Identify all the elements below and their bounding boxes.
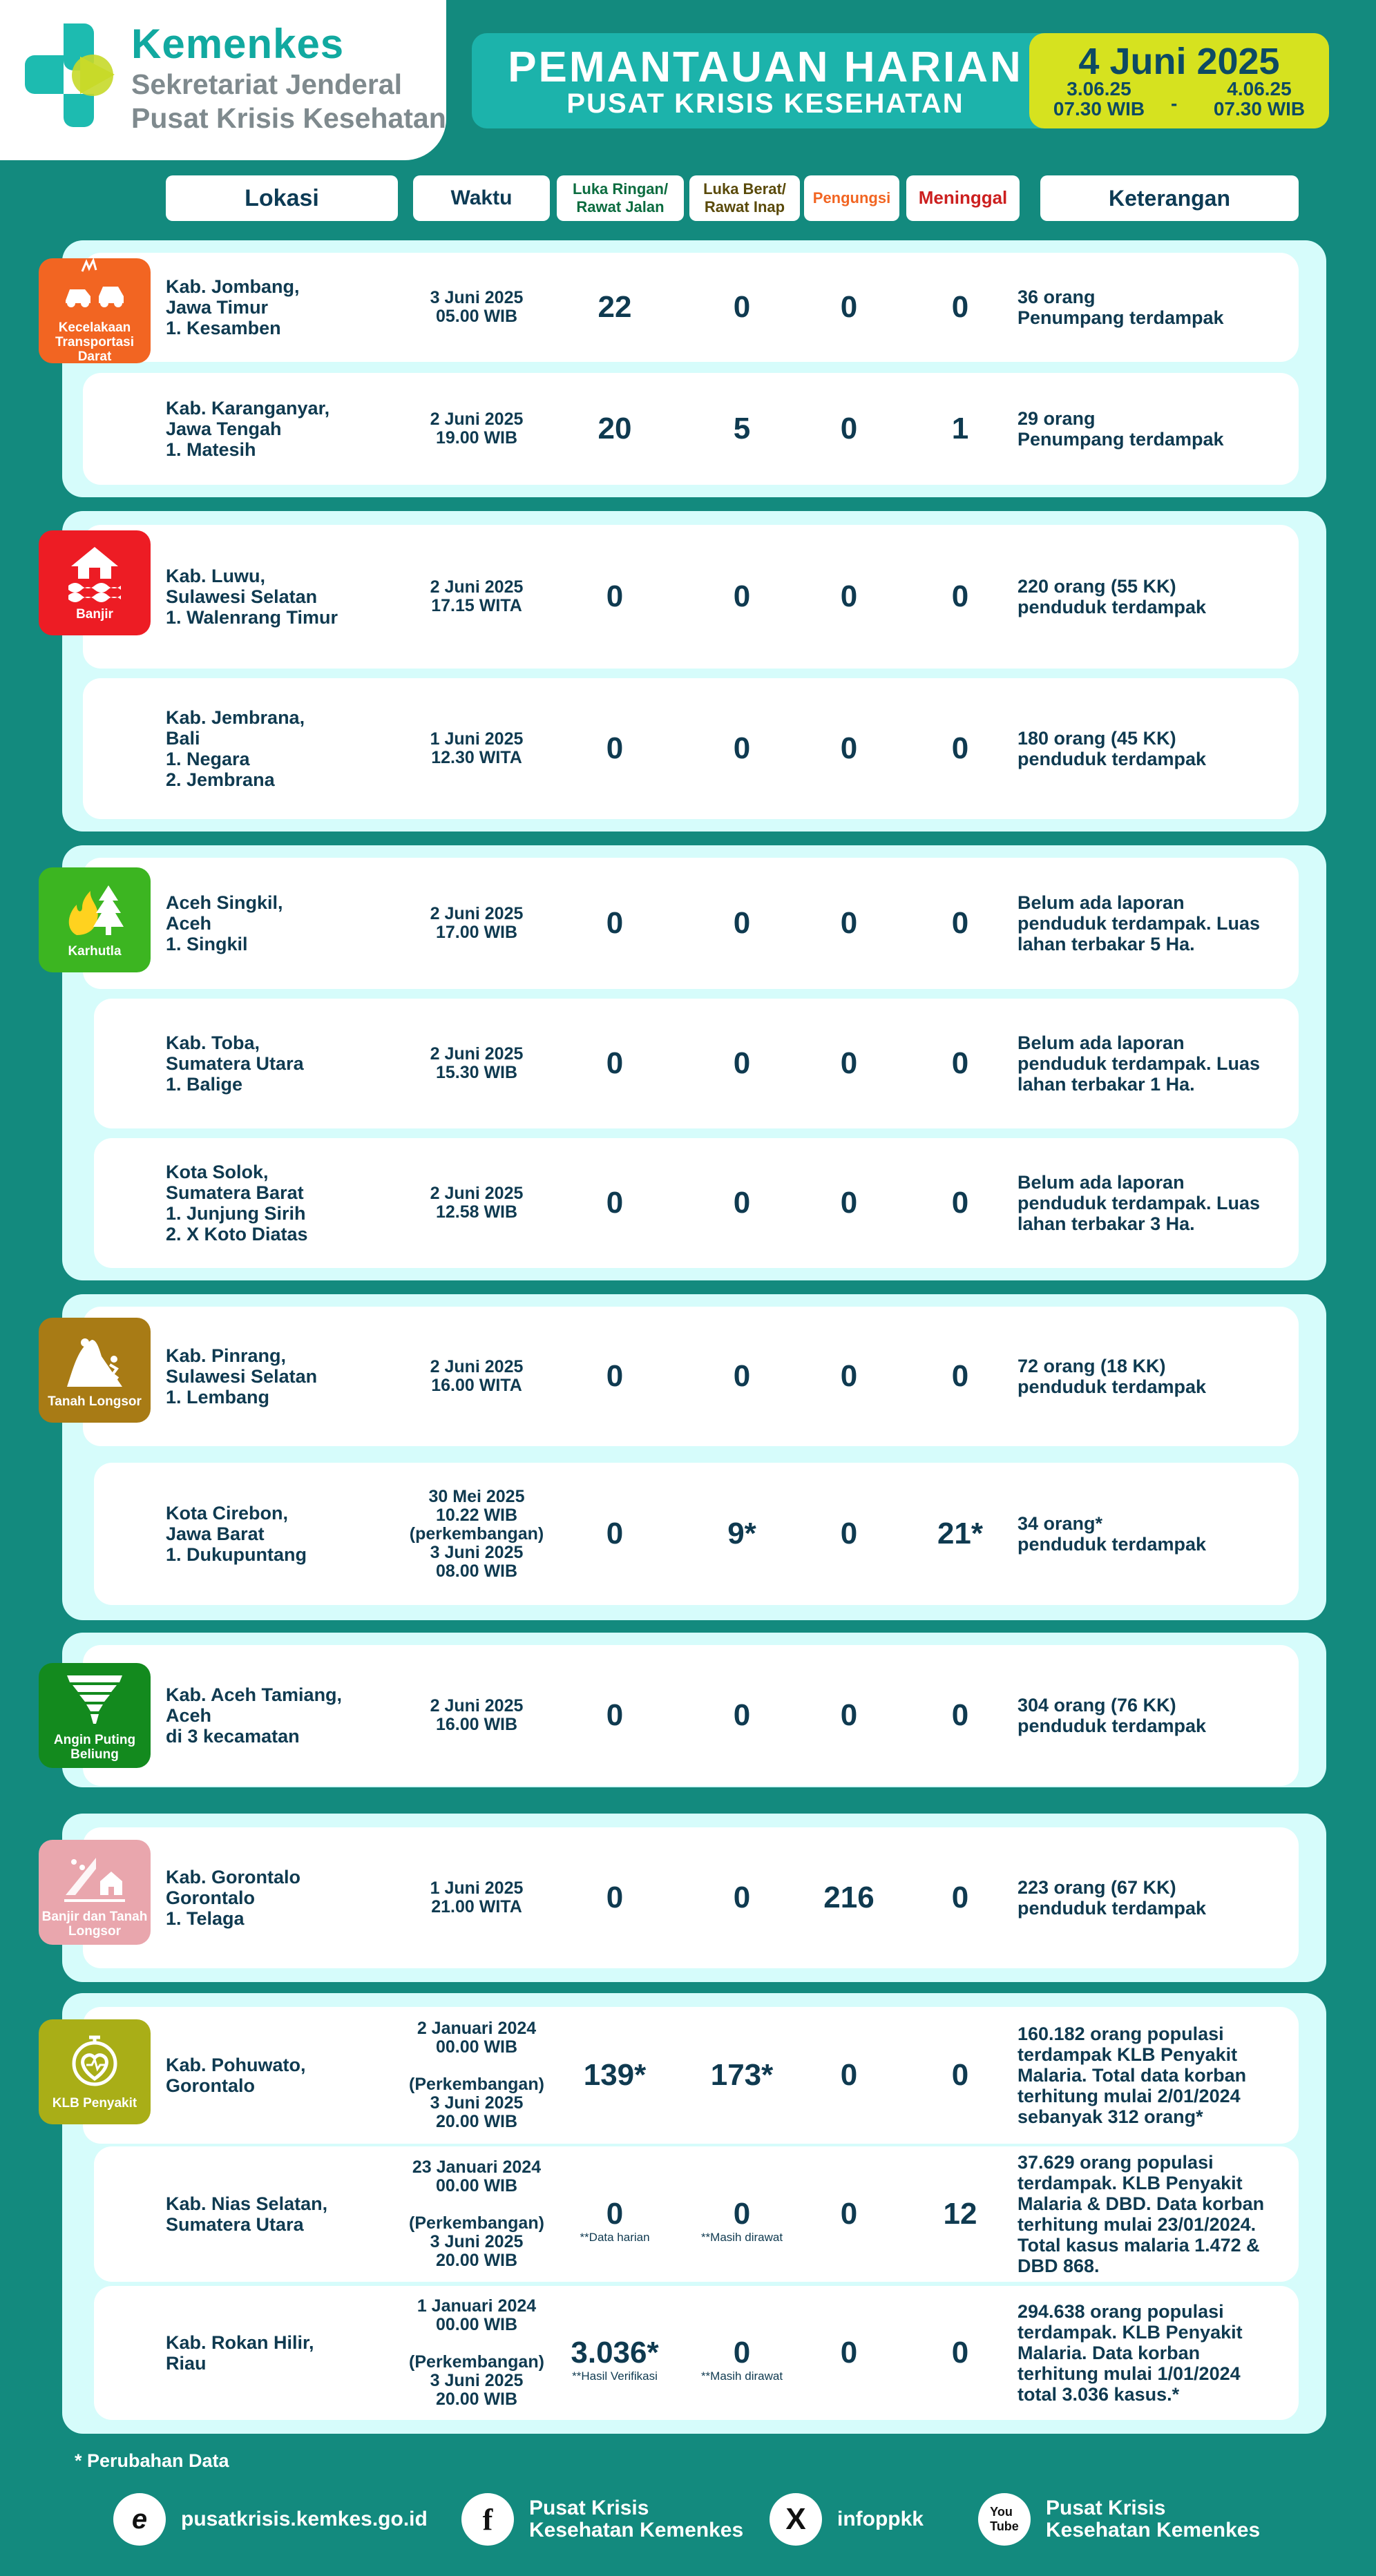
row-pengungsi-value: 0 [840, 2197, 858, 2231]
column-header-lokasi: Lokasi [166, 175, 398, 221]
column-header-waktu: Waktu [413, 175, 550, 221]
category-label: Banjir dan Tanah Longsor [41, 1909, 148, 1939]
row-berat-note: **Masih dirawat [700, 2370, 783, 2383]
row-berat-value: 173* [710, 2058, 774, 2092]
row-pengungsi-value: 0 [840, 1698, 858, 1732]
row-meninggal-value: 0 [951, 906, 969, 940]
row-meninggal-value: 0 [951, 2336, 969, 2370]
column-header-pengungsi: Pengungsi [804, 175, 899, 221]
category-label: KLB Penyakit [52, 2096, 137, 2111]
row-ringan-note: **Data harian [580, 2231, 650, 2244]
category-badge [39, 258, 151, 363]
row-berat-value: 0 [733, 1359, 751, 1393]
column-header-keterangan: Keterangan [1040, 175, 1299, 221]
row-meninggal-value: 1 [951, 412, 969, 445]
x-text: infoppkk [837, 2508, 924, 2530]
youtube-link[interactable] [978, 2493, 1260, 2546]
row-description: 34 orang* penduduk terdampak [1017, 1513, 1207, 1555]
row-ringan-value: 20 [598, 412, 632, 445]
youtube-icon: You Tube [978, 2493, 1031, 2546]
row-berat-value: 0 [733, 2336, 751, 2370]
row-ringan-value: 22 [598, 290, 632, 324]
row-meninggal-value: 0 [951, 1046, 969, 1080]
row-time: 3 Juni 2025 05.00 WIB [430, 288, 524, 326]
row-ringan-value: 0 [606, 1881, 624, 1914]
row-pengungsi-value: 0 [840, 1186, 858, 1220]
row-pengungsi-value: 0 [840, 906, 858, 940]
row-description: 220 orang (55 KK) penduduk terdampak [1017, 576, 1207, 617]
row-pengungsi-value: 0 [840, 290, 858, 324]
row-meninggal-value: 0 [951, 579, 969, 613]
category-badge [39, 1318, 151, 1423]
row-location: Kab. Toba, Sumatera Utara 1. Balige [166, 1032, 304, 1095]
facebook-link[interactable] [461, 2493, 743, 2546]
row-ringan-value: 0 [606, 1517, 624, 1550]
footnote: * Perubahan Data [75, 2450, 229, 2471]
row-location: Kab. Jembrana, Bali 1. Negara 2. Jembrana [166, 707, 305, 790]
row-ringan-value: 3.036* [571, 2336, 659, 2370]
row-pengungsi-value: 0 [840, 1517, 858, 1550]
row-location: Kab. Pinrang, Sulawesi Selatan 1. Lembang [166, 1345, 318, 1407]
range-to: 4.06.25 07.30 WIB [1213, 78, 1306, 120]
disease-outbreak-icon [61, 2033, 128, 2095]
row-description: 37.629 orang populasi terdampak. KLB Penyakit Malaria & DBD. Data korban terhitung mulai 23/01/2024. Total kasus malaria 1.472 & DBD 868. [1017, 2152, 1265, 2276]
page-title: PEMANTAUAN HARIAN [508, 44, 1023, 91]
category-label: Kecelakaan Transportasi Darat [55, 320, 135, 364]
row-pengungsi-value: 0 [840, 579, 858, 613]
category-badge [39, 530, 151, 635]
facebook-text: Pusat Krisis Kesehatan Kemenkes [529, 2497, 744, 2541]
facebook-icon: f [461, 2493, 514, 2546]
row-pengungsi-value: 0 [840, 412, 858, 445]
row-meninggal-value: 0 [951, 731, 969, 765]
landslide-icon [61, 1332, 128, 1393]
row-ringan-value: 0 [606, 1046, 624, 1080]
row-pengungsi-value: 0 [840, 1046, 858, 1080]
row-description: 294.638 orang populasi terdampak. KLB Penyakit Malaria. Data korban terhitung mulai 1/01/2024 total 3.036 kasus.* [1017, 2301, 1243, 2405]
row-ringan-value: 0 [606, 1186, 624, 1220]
row-time: 2 Juni 2025 17.00 WIB [430, 904, 524, 942]
row-location: Kab. Pohuwato, Gorontalo [166, 2055, 306, 2096]
row-meninggal-value: 0 [951, 290, 969, 324]
row-description: Belum ada laporan penduduk terdampak. Luas lahan terbakar 1 Ha. [1017, 1032, 1261, 1095]
row-berat-value: 0 [733, 579, 751, 613]
category-label: Banjir [76, 607, 113, 622]
row-location: Kab. Nias Selatan, Sumatera Utara [166, 2193, 328, 2235]
row-time: 23 Januari 2024 00.00 WIB (Perkembangan) 3 Juni 2025 20.00 WIB [409, 2157, 544, 2270]
row-pengungsi-value: 0 [840, 1359, 858, 1393]
row-ringan-value: 0 [606, 1359, 624, 1393]
row-location: Kab. Karanganyar, Jawa Tengah 1. Matesih [166, 398, 330, 460]
x-icon: X [770, 2493, 822, 2546]
row-berat-value: 0 [733, 1046, 751, 1080]
row-pengungsi-value: 216 [823, 1881, 875, 1914]
row-berat-value: 0 [733, 1698, 751, 1732]
column-header-luka-ringan: Luka Ringan/ Rawat Jalan [557, 175, 684, 221]
row-time: 1 Januari 2024 00.00 WIB (Perkembangan) 3 Juni 2025 20.00 WIB [409, 2296, 544, 2409]
row-time: 2 Juni 2025 15.30 WIB [430, 1044, 524, 1082]
logo-line1: Sekretariat Jenderal [131, 68, 403, 100]
row-pengungsi-value: 0 [840, 2058, 858, 2092]
row-meninggal-value: 0 [951, 2058, 969, 2092]
row-berat-value: 0 [733, 2197, 751, 2231]
row-time: 1 Juni 2025 12.30 WITA [430, 729, 524, 767]
flood-landslide-icon [61, 1847, 128, 1908]
row-ringan-value: 0 [606, 731, 624, 765]
report-date: 4 Juni 2025 [1078, 41, 1280, 82]
row-location: Kota Solok, Sumatera Barat 1. Junjung Sirih 2. X Koto Diatas [166, 1162, 308, 1244]
row-location: Kab. Rokan Hilir, Riau [166, 2332, 314, 2374]
row-meninggal-value: 0 [951, 1881, 969, 1914]
website-link[interactable] [113, 2493, 428, 2546]
row-description: 160.182 orang populasi terdampak KLB Penyakit Malaria. Total data korban terhitung mulai 2/01/2024 sebanyak 312 orang* [1017, 2024, 1247, 2127]
row-description: Belum ada laporan penduduk terdampak. Luas lahan terbakar 5 Ha. [1017, 892, 1261, 954]
category-badge [39, 1840, 151, 1945]
youtube-text: Pusat Krisis Kesehatan Kemenkes [1046, 2497, 1261, 2541]
row-time: 30 Mei 2025 10.22 WIB (perkembangan) 3 Juni 2025 08.00 WIB [409, 1486, 544, 1581]
row-berat-value: 0 [733, 731, 751, 765]
forest-fire-icon [61, 881, 128, 943]
row-meninggal-value: 0 [951, 1359, 969, 1393]
row-description: 36 orang Penumpang terdampak [1017, 287, 1224, 328]
row-location: Kab. Gorontalo Gorontalo 1. Telaga [166, 1867, 300, 1929]
kemenkes-logo-icon [25, 23, 119, 127]
x-link[interactable] [770, 2493, 924, 2546]
row-time: 1 Juni 2025 21.00 WITA [430, 1878, 524, 1916]
row-location: Kab. Luwu, Sulawesi Selatan 1. Walenrang Timur [166, 566, 338, 628]
row-description: 72 orang (18 KK) penduduk terdampak [1017, 1356, 1207, 1397]
row-ringan-value: 139* [583, 2058, 647, 2092]
row-location: Kab. Jombang, Jawa Timur 1. Kesamben [166, 276, 300, 338]
row-time: 2 Januari 2024 00.00 WIB (Perkembangan) 3 Juni 2025 20.00 WIB [409, 2019, 544, 2131]
tornado-icon [61, 1670, 128, 1731]
row-berat-value: 0 [733, 1186, 751, 1220]
row-pengungsi-value: 0 [840, 2336, 858, 2370]
globe-icon: e [113, 2493, 166, 2546]
row-berat-value: 0 [733, 1881, 751, 1914]
row-ringan-value: 0 [606, 1698, 624, 1732]
row-description: 223 orang (67 KK) penduduk terdampak [1017, 1877, 1207, 1919]
website-text: pusatkrisis.kemkes.go.id [181, 2508, 428, 2530]
row-meninggal-value: 0 [951, 1698, 969, 1732]
row-location: Aceh Singkil, Aceh 1. Singkil [166, 892, 283, 954]
row-time: 2 Juni 2025 17.15 WITA [430, 577, 524, 615]
row-ringan-note: **Hasil Verifikasi [572, 2370, 658, 2383]
row-description: Belum ada laporan penduduk terdampak. Luas lahan terbakar 3 Ha. [1017, 1172, 1261, 1234]
category-badge [39, 1663, 151, 1768]
row-time: 2 Juni 2025 16.00 WIB [430, 1696, 524, 1734]
kemenkes-logo [0, 0, 446, 160]
row-meninggal-value: 0 [951, 1186, 969, 1220]
car-crash-icon [61, 258, 128, 319]
row-ringan-value: 0 [606, 579, 624, 613]
row-pengungsi-value: 0 [840, 731, 858, 765]
row-location: Kota Cirebon, Jawa Barat 1. Dukupuntang [166, 1503, 307, 1565]
row-description: 29 orang Penumpang terdampak [1017, 408, 1224, 450]
column-header-luka-berat: Luka Berat/ Rawat Inap [689, 175, 800, 221]
flood-house-icon [61, 544, 128, 606]
row-meninggal-value: 12 [943, 2197, 977, 2231]
row-description: 180 orang (45 KK) penduduk terdampak [1017, 728, 1207, 769]
category-label: Angin Puting Beliung [53, 1732, 136, 1762]
row-meninggal-value: 21* [937, 1517, 984, 1550]
category-label: Karhutla [68, 944, 122, 959]
logo-line2: Pusat Krisis Kesehatan [131, 102, 446, 134]
row-ringan-value: 0 [606, 2197, 624, 2231]
row-time: 2 Juni 2025 12.58 WIB [430, 1184, 524, 1222]
row-description: 304 orang (76 KK) penduduk terdampak [1017, 1695, 1207, 1736]
logo-brand: Kemenkes [131, 21, 345, 67]
range-from: 3.06.25 07.30 WIB [1053, 78, 1145, 120]
row-berat-value: 0 [733, 290, 751, 324]
category-label: Tanah Longsor [48, 1394, 142, 1409]
page-subtitle: PUSAT KRISIS KESEHATAN [566, 88, 964, 119]
row-berat-value: 5 [733, 412, 751, 445]
row-location: Kab. Aceh Tamiang, Aceh di 3 kecamatan [166, 1684, 343, 1747]
date-box [1029, 33, 1329, 128]
category-badge [39, 867, 151, 972]
row-ringan-value: 0 [606, 906, 624, 940]
column-header-meninggal: Meninggal [906, 175, 1020, 221]
row-time: 2 Juni 2025 16.00 WITA [430, 1357, 524, 1395]
range-separator: - [1171, 93, 1178, 114]
category-badge [39, 2019, 151, 2124]
row-berat-note: **Masih dirawat [700, 2231, 783, 2244]
row-time: 2 Juni 2025 19.00 WIB [430, 410, 524, 448]
row-berat-value: 9* [727, 1517, 756, 1550]
row-berat-value: 0 [733, 906, 751, 940]
